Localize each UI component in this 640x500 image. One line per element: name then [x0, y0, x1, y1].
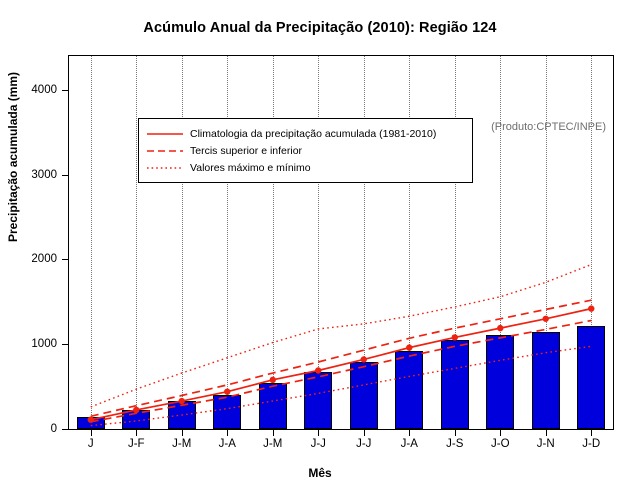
x-tick-label: J-F	[127, 438, 145, 450]
bar	[122, 410, 150, 429]
legend-key-dotted-icon	[146, 162, 184, 174]
x-tick-mark	[227, 430, 228, 436]
x-tick-mark	[591, 430, 592, 436]
x-tick-label: J-J	[310, 438, 326, 450]
x-tick-label: J-D	[582, 438, 601, 450]
y-tick-label: 0	[50, 423, 57, 435]
x-tick-label: J-N	[536, 438, 555, 450]
bar	[213, 395, 241, 429]
gridline	[91, 56, 92, 429]
y-tick-mark	[62, 429, 68, 430]
x-tick-label: J-S	[446, 438, 464, 450]
gridline	[227, 56, 228, 429]
y-tick-label: 3000	[31, 168, 57, 181]
legend	[138, 118, 473, 183]
gridline	[136, 56, 137, 429]
bar	[577, 326, 605, 429]
bar	[77, 417, 105, 429]
y-tick-mark	[62, 175, 68, 176]
y-tick-mark	[62, 344, 68, 345]
legend-label: Climatologia da precipitação acumulada (1981-2010)	[190, 127, 437, 140]
y-tick-mark	[62, 90, 68, 91]
x-tick-mark	[136, 430, 137, 436]
legend-label: Valores máximo e mínimo	[190, 161, 311, 174]
x-tick-label: J-M	[172, 438, 192, 450]
legend-item	[146, 125, 465, 142]
y-tick-mark	[62, 259, 68, 260]
x-tick-mark	[318, 430, 319, 436]
x-tick-label: J	[87, 438, 94, 450]
x-tick-mark	[273, 430, 274, 436]
plot-area	[31, 55, 614, 450]
x-tick-mark	[500, 430, 501, 436]
gridline	[182, 56, 183, 429]
x-tick-label: J-M	[263, 438, 283, 450]
x-tick-label: J-A	[400, 438, 418, 450]
bar	[532, 332, 560, 429]
x-tick-mark	[455, 430, 456, 436]
x-tick-label: J-A	[218, 438, 236, 450]
bar	[259, 383, 287, 429]
bar	[441, 340, 469, 429]
x-tick-mark	[409, 430, 410, 436]
produto-annotation: (Produto:CPTEC/INPE)	[491, 121, 606, 133]
y-tick-label: 2000	[31, 253, 57, 266]
legend-label: Tercis superior e inferior	[190, 144, 303, 157]
x-axis-label: Mês	[308, 466, 332, 480]
bar	[395, 351, 423, 429]
legend-key-solid-icon	[146, 128, 184, 140]
y-tick-label: 4000	[31, 83, 57, 96]
bar	[486, 335, 514, 429]
x-tick-mark	[364, 430, 365, 436]
y-tick-label: 1000	[31, 338, 57, 351]
gridline	[273, 56, 274, 429]
x-tick-label: J-O	[490, 438, 510, 450]
x-tick-mark	[546, 430, 547, 436]
bar	[304, 372, 332, 429]
page-title: Acúmulo Anual da Precipitação (2010): Região 124	[143, 20, 497, 36]
legend-item	[146, 142, 465, 159]
y-axis-label: Precipitação acumulada (mm)	[6, 71, 20, 242]
legend-key-dashed-icon	[146, 145, 184, 157]
legend-item	[146, 159, 465, 176]
bar	[350, 362, 378, 429]
bar	[168, 401, 196, 429]
x-tick-mark	[182, 430, 183, 436]
x-tick-label: J-J	[356, 438, 372, 450]
x-tick-mark	[91, 430, 92, 436]
